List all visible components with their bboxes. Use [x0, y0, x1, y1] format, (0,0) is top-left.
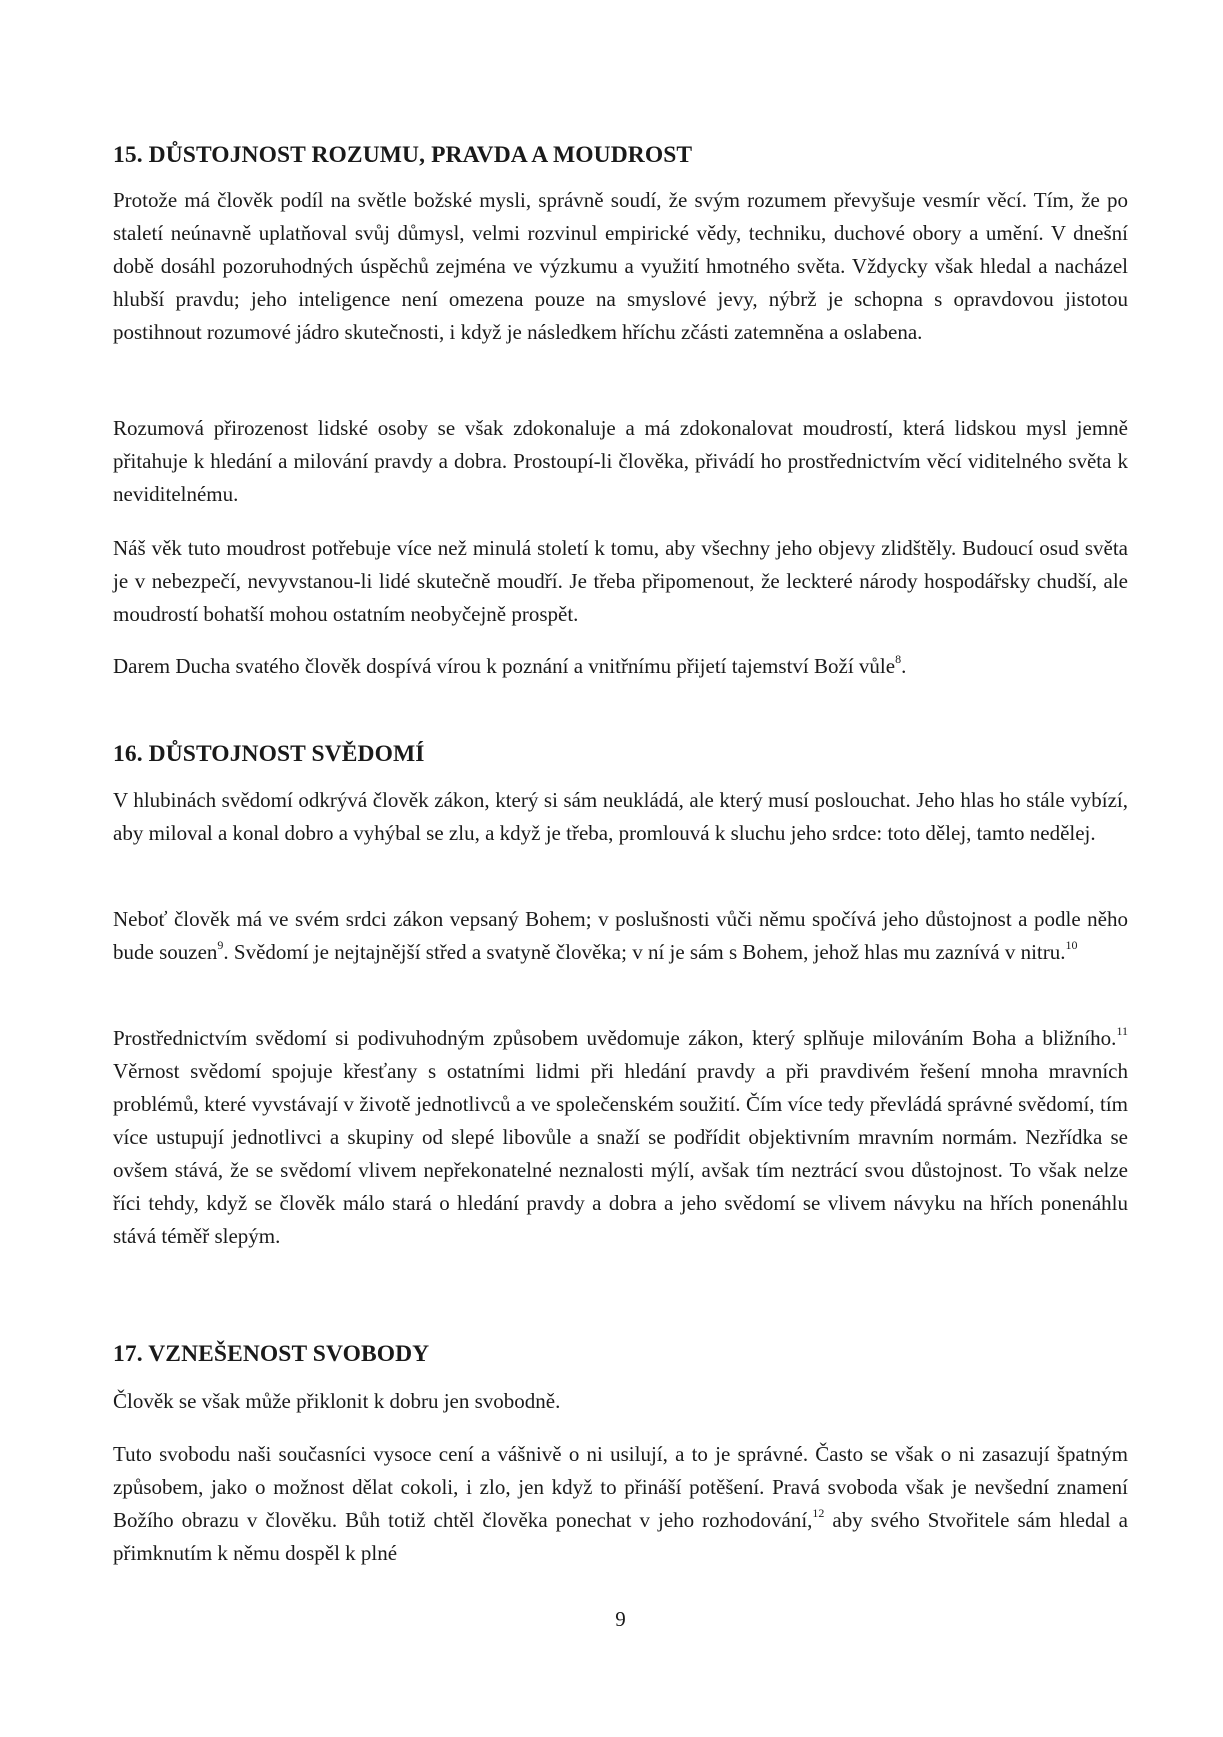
section-heading-17: 17. VZNEŠENOST SVOBODY	[113, 1341, 430, 1367]
paragraph: Člověk se však může přiklonit k dobru jen svobodně.	[113, 1389, 561, 1413]
paragraph: Náš věk tuto moudrost potřebuje více než minulá století k tomu, aby všechny jeho objevy zlidštěly. Budoucí osud světa je v nebezpečí, nevyvstanou-li lidé skutečně moudří. Je třeba připomenout, že leckteré národy hospodářsky chudší, ale moudrostí bohatší mohou ostatním neobyčejně prospět.	[113, 536, 1128, 626]
page-number: 9	[615, 1607, 626, 1631]
footnote-ref[interactable]: 12	[812, 1506, 825, 1520]
paragraph: Tuto svobodu naši současníci vysoce cení a vášnivě o ni usilují, a to je správné. Často se však o ni zasazují špatným způsobem, jako o možnost dělat cokoli, i zlo, jen když to přináší potěšení. Pravá svoboda však je nevšední znamení Božího obrazu v člověku. Bůh totiž chtěl člověka ponechat v jeho rozhodování,$^{12}$ aby svého Stvořitele sám hledal a přimknutím k němu dospěl k plné	[113, 1442, 1128, 1565]
footnote-ref[interactable]: 11	[1116, 1024, 1128, 1038]
section-heading-15: 15. DŮSTOJNOST ROZUMU, PRAVDA A MOUDROST	[113, 142, 693, 168]
section-heading-16: 16. DŮSTOJNOST SVĚDOMÍ	[113, 741, 425, 767]
paragraph: Neboť člověk má ve svém srdci zákon vepsaný Bohem; v poslušnosti vůči němu spočívá jeho důstojnost a podle něho bude souzen$^9$. Svědomí je nejtajnější střed a svatyně člověka; v ní je sám s Bohem, jehož hlas mu zaznívá v nitru.$^{10}$	[113, 907, 1128, 964]
paragraph: Darem Ducha svatého člověk dospívá vírou k poznání a vnitřnímu přijetí tajemství Boží vůle$^8$.	[113, 652, 907, 678]
footnote-ref[interactable]: 8	[895, 652, 902, 666]
paragraph: Rozumová přirozenost lidské osoby se však zdokonaluje a má zdokonalovat moudrostí, která lidskou mysl jemně přitahuje k hledání a milování pravdy a dobra. Prostoupí-li člověka, přivádí ho prostřednictvím věcí viditelného světa k neviditelnému.	[113, 416, 1128, 506]
paragraph: Protože má člověk podíl na světle božské mysli, správně soudí, že svým rozumem převyšuje vesmír věcí. Tím, že po staletí neúnavně uplatňoval svůj důmysl, velmi rozvinul empirické vědy, techniku, duchové obory a umění. V dnešní době dosáhl pozoruhodných úspěchů zejména ve výzkumu a využití hmotného světa. Vždycky však hledal a nacházel hlubší pravdu; jeho inteligence není omezena pouze na smyslové jevy, nýbrž je schopna s opravdovou jistotou postihnout rozumové jádro skutečnosti, i když je následkem hříchu zčásti zatemněna a oslabena.	[113, 188, 1128, 344]
footnote-ref[interactable]: 9	[217, 938, 224, 952]
footnote-ref[interactable]: 10	[1065, 938, 1078, 952]
paragraph: V hlubinách svědomí odkrývá člověk zákon, který si sám neukládá, ale který musí poslouchat. Jeho hlas ho stále vybízí, aby miloval a konal dobro a vyhýbal se zlu, a když je třeba, promlouvá k sluchu jeho srdce: toto dělej, tamto nedělej.	[113, 788, 1128, 845]
paragraph: Prostřednictvím svědomí si podivuhodným způsobem uvědomuje zákon, který splňuje milováním Boha a bližního.$^{11}$ Věrnost svědomí spojuje křesťany s ostatními lidmi při hledání pravdy a při pravdivém řešení mnoha mravních problémů, které vyvstávají v životě jednotlivců a ve společenském soužití. Čím více tedy převládá správné svědomí, tím více ustupují jednotlivci a skupiny od slepé libovůle a snaží se podřídit objektivním mravním normám. Nezřídka se ovšem stává, že se svědomí vlivem nepřekonatelné neznalosti mýlí, avšak tím neztrácí svou důstojnost. To však nelze říci tehdy, když se člověk málo stará o hledání pravdy a dobra a jeho svědomí se vlivem návyku na hřích ponenáhlu stává téměř slepým.	[113, 1024, 1128, 1248]
